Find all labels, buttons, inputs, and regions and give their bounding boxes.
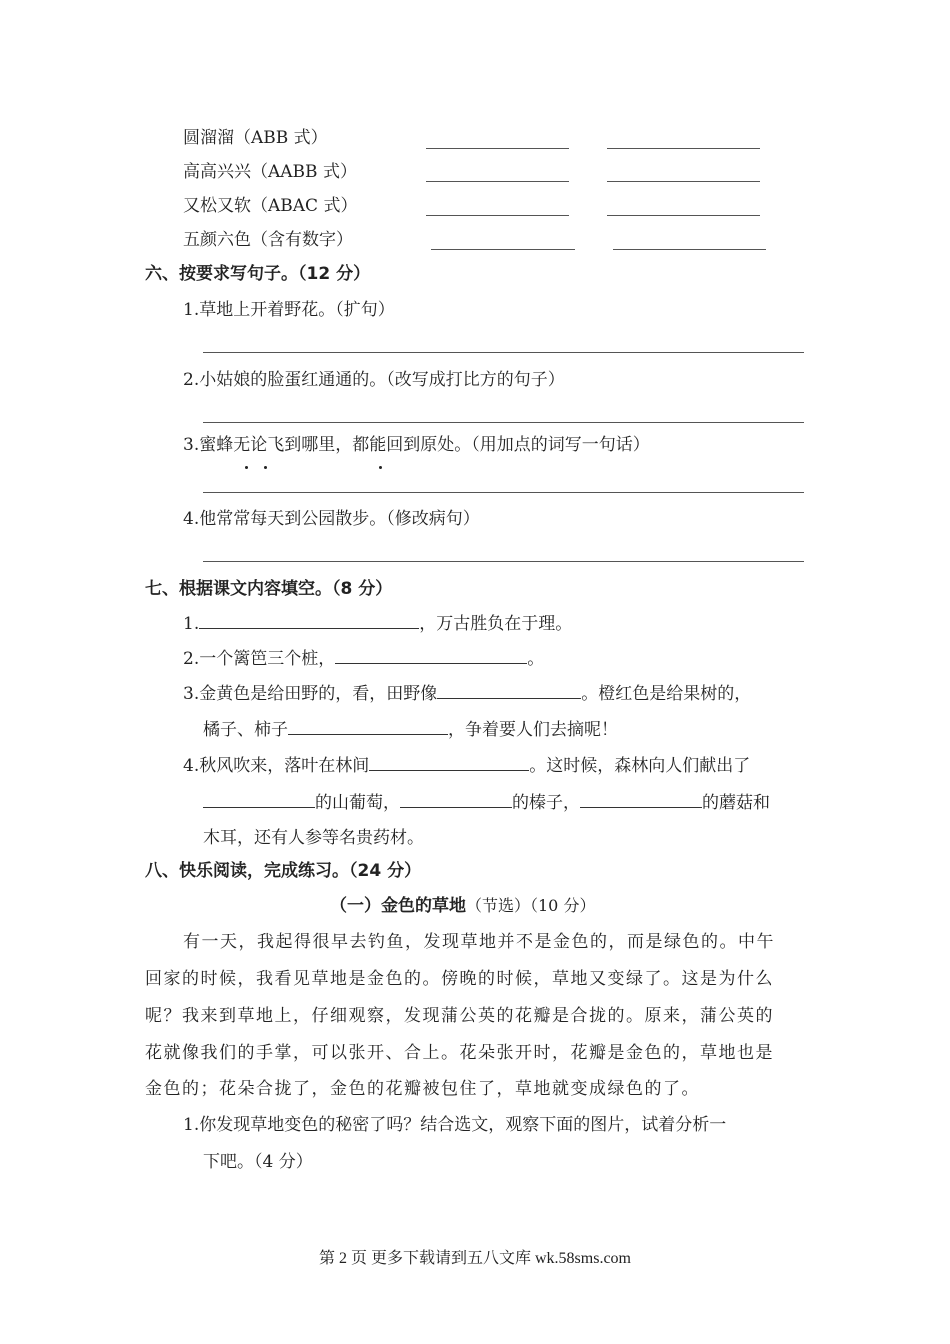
fill-blank[interactable] <box>335 645 527 664</box>
word-item-4: 五颜六色（含有数字） <box>183 230 353 250</box>
word-item-3: 又松又软（ABAC 式） <box>183 196 358 216</box>
question-8-1-line-1: 1.你发现草地变色的秘密了吗？结合选文，观察下面的图片，试着分析一 <box>183 1115 727 1135</box>
question-6-1: 1.草地上开着野花。（扩句） <box>183 300 395 320</box>
question-text: 橘子、柿子 <box>203 720 288 740</box>
question-7-2 <box>183 645 544 671</box>
passage-line: 有一天，我起得很早去钓鱼，发现草地并不是金色的，而是绿色的。中午 <box>183 932 775 952</box>
answer-line[interactable] <box>203 492 804 493</box>
question-7-3-line-2 <box>203 716 618 742</box>
passage-note: （节选）（10 分） <box>466 896 596 915</box>
word-item-1: 圆溜溜（ABB 式） <box>183 128 328 148</box>
question-text: 的山葡萄， <box>315 793 400 813</box>
question-8-1-line-2: 下吧。（4 分） <box>203 1152 313 1172</box>
passage-line: 金色的；花朵合拢了，金色的花瓣被包住了，草地就变成绿色的了。 <box>145 1079 700 1099</box>
passage-line: 花就像我们的手掌，可以张开、合上。花朵张开时，花瓣是金色的，草地也是 <box>145 1043 774 1063</box>
question-text: 。橙红色是给果树的， <box>581 684 752 704</box>
passage-line: 回家的时候，我看见草地是金色的。傍晚的时候，草地又变绿了。这是为什么 <box>145 969 774 989</box>
question-7-4-line-1 <box>183 752 750 778</box>
question-text: 3.金黄色是给田野的，看，田野像 <box>183 684 438 704</box>
word-item-2: 高高兴兴（AABB 式） <box>183 162 357 182</box>
question-text: 4.秋风吹来，落叶在林间 <box>183 756 370 776</box>
question-text: ，争着要人们去摘呢！ <box>448 720 618 740</box>
question-6-2: 2.小姑娘的脸蛋红通通的。（改写成打比方的句子） <box>183 370 565 390</box>
answer-blank[interactable] <box>607 148 760 149</box>
emphasis-dot <box>379 466 382 469</box>
section-7-heading: 七、根据课文内容填空。（8 分） <box>145 579 393 599</box>
question-text: 的榛子， <box>512 793 580 813</box>
fill-blank[interactable] <box>288 716 448 735</box>
fill-blank[interactable] <box>203 789 315 808</box>
emphasis-dot <box>264 466 267 469</box>
section-6-heading: 六、按要求写句子。（12 分） <box>145 264 371 284</box>
fill-blank[interactable] <box>437 680 581 699</box>
question-text: 。 <box>527 649 545 669</box>
answer-line[interactable] <box>203 422 804 423</box>
question-7-4-line-3: 木耳，还有人参等名贵药材。 <box>203 828 424 848</box>
answer-blank[interactable] <box>613 249 766 250</box>
question-7-4-line-2 <box>203 789 770 815</box>
question-7-3-line-1 <box>183 680 751 706</box>
emphasis-dot <box>245 466 248 469</box>
question-number: 1. <box>183 614 200 634</box>
question-text: 。这时候，森林向人们献出了 <box>529 756 751 776</box>
passage-line: 呢？我来到草地上，仔细观察，发现蒲公英的花瓣是合拢的。原来，蒲公英的 <box>145 1006 774 1026</box>
question-text: ，万古胜负在于理。 <box>419 614 573 634</box>
answer-blank[interactable] <box>607 181 760 182</box>
answer-blank[interactable] <box>607 215 760 216</box>
answer-blank[interactable] <box>426 215 569 216</box>
answer-line[interactable] <box>203 352 804 353</box>
passage-title-line <box>330 894 595 918</box>
question-text: 的蘑菇和 <box>702 793 770 813</box>
fill-blank[interactable] <box>400 789 512 808</box>
answer-blank[interactable] <box>426 148 569 149</box>
fill-blank[interactable] <box>580 789 702 808</box>
answer-blank[interactable] <box>431 249 575 250</box>
answer-blank[interactable] <box>426 181 569 182</box>
question-6-4: 4.他常常每天到公园散步。（修改病句） <box>183 509 480 529</box>
question-7-1 <box>183 610 572 636</box>
question-6-3: 3.蜜蜂无论飞到哪里，都能回到原处。（用加点的词写一句话） <box>183 435 650 455</box>
passage-title: （一）金色的草地 <box>330 896 466 916</box>
fill-blank[interactable] <box>369 752 529 771</box>
section-8-heading: 八、快乐阅读，完成练习。（24 分） <box>145 861 422 881</box>
answer-line[interactable] <box>203 561 804 562</box>
fill-blank[interactable] <box>199 610 419 629</box>
page-footer: 第 2 页 更多下载请到五八文库 wk.58sms.com <box>318 1250 631 1267</box>
question-text: 2.一个篱笆三个桩， <box>183 649 336 669</box>
